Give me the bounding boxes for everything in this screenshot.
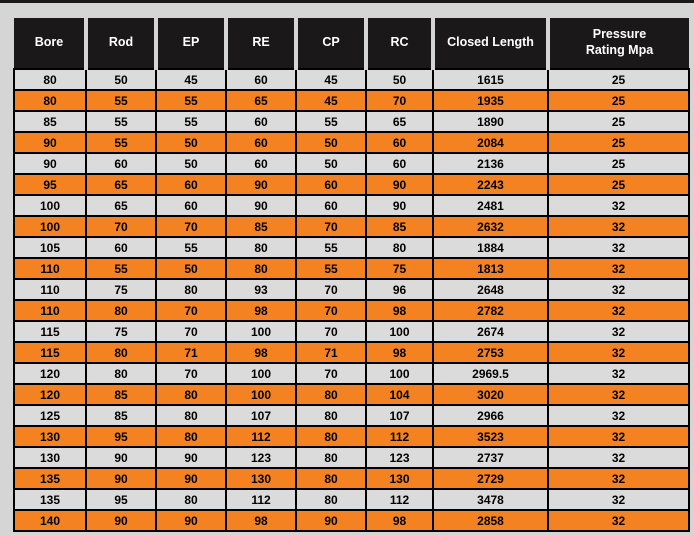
table-cell: 93 bbox=[226, 279, 296, 300]
table-cell: 130 bbox=[14, 426, 86, 447]
column-header-pressure-rating bbox=[548, 18, 689, 69]
table-cell: 100 bbox=[14, 216, 86, 237]
table-cell: 32 bbox=[548, 300, 689, 321]
table-row bbox=[14, 111, 689, 132]
table-cell: 70 bbox=[156, 300, 226, 321]
table-cell: 80 bbox=[296, 384, 366, 405]
table-cell: 80 bbox=[296, 489, 366, 510]
table-cell: 70 bbox=[296, 279, 366, 300]
table-cell: 80 bbox=[296, 447, 366, 468]
table-cell: 100 bbox=[226, 384, 296, 405]
table-cell: 90 bbox=[86, 447, 156, 468]
table-cell: 50 bbox=[86, 69, 156, 90]
table-cell: 80 bbox=[14, 69, 86, 90]
table-cell: 85 bbox=[86, 405, 156, 426]
table-cell: 32 bbox=[548, 195, 689, 216]
table-cell: 110 bbox=[14, 279, 86, 300]
table-cell: 55 bbox=[296, 258, 366, 279]
table-cell: 1890 bbox=[433, 111, 548, 132]
table-cell: 32 bbox=[548, 363, 689, 384]
table-cell: 105 bbox=[14, 237, 86, 258]
table-cell: 80 bbox=[14, 90, 86, 111]
column-header-re bbox=[226, 18, 296, 69]
table-cell: 80 bbox=[156, 426, 226, 447]
table-cell: 135 bbox=[14, 489, 86, 510]
table-cell: 32 bbox=[548, 405, 689, 426]
table-cell: 90 bbox=[366, 174, 433, 195]
table-cell: 50 bbox=[156, 258, 226, 279]
table-cell: 95 bbox=[14, 174, 86, 195]
table-cell: 110 bbox=[14, 300, 86, 321]
table-cell: 65 bbox=[226, 90, 296, 111]
table-cell: 32 bbox=[548, 426, 689, 447]
column-header-label: RE bbox=[252, 35, 270, 50]
table-cell: 123 bbox=[366, 447, 433, 468]
table-cell: 60 bbox=[366, 153, 433, 174]
table-cell: 98 bbox=[226, 300, 296, 321]
table-cell: 123 bbox=[226, 447, 296, 468]
table-cell: 60 bbox=[296, 195, 366, 216]
table-cell: 60 bbox=[86, 153, 156, 174]
column-header-label: Pressure Rating Mpa bbox=[585, 27, 654, 57]
table-row bbox=[14, 510, 689, 531]
table-cell: 55 bbox=[156, 111, 226, 132]
table-cell: 65 bbox=[86, 195, 156, 216]
table-cell: 90 bbox=[156, 468, 226, 489]
table-cell: 55 bbox=[156, 90, 226, 111]
table-cell: 70 bbox=[296, 300, 366, 321]
table-cell: 80 bbox=[296, 405, 366, 426]
table-cell: 32 bbox=[548, 468, 689, 489]
table-cell: 90 bbox=[86, 468, 156, 489]
table-cell: 90 bbox=[86, 510, 156, 531]
table-cell: 100 bbox=[226, 363, 296, 384]
table-cell: 120 bbox=[14, 384, 86, 405]
table-row bbox=[14, 363, 689, 384]
table-cell: 32 bbox=[548, 237, 689, 258]
table-row bbox=[14, 342, 689, 363]
table-cell: 55 bbox=[86, 90, 156, 111]
table-cell: 104 bbox=[366, 384, 433, 405]
table-cell: 25 bbox=[548, 153, 689, 174]
column-header-cp bbox=[296, 18, 366, 69]
table-cell: 90 bbox=[156, 447, 226, 468]
table-cell: 90 bbox=[226, 174, 296, 195]
table-row bbox=[14, 279, 689, 300]
table-cell: 60 bbox=[226, 153, 296, 174]
table-cell: 65 bbox=[86, 174, 156, 195]
table-cell: 75 bbox=[86, 321, 156, 342]
table-cell: 2136 bbox=[433, 153, 548, 174]
table-cell: 65 bbox=[366, 111, 433, 132]
table-cell: 70 bbox=[296, 363, 366, 384]
table-cell: 2966 bbox=[433, 405, 548, 426]
table-cell: 100 bbox=[366, 363, 433, 384]
table-cell: 70 bbox=[156, 321, 226, 342]
column-header-ep bbox=[156, 18, 226, 69]
table-cell: 2243 bbox=[433, 174, 548, 195]
table-cell: 90 bbox=[296, 510, 366, 531]
table-cell: 25 bbox=[548, 132, 689, 153]
table-row bbox=[14, 132, 689, 153]
table-cell: 98 bbox=[226, 342, 296, 363]
table-cell: 80 bbox=[86, 300, 156, 321]
table-row bbox=[14, 258, 689, 279]
table-cell: 60 bbox=[156, 195, 226, 216]
table-cell: 100 bbox=[14, 195, 86, 216]
table-cell: 32 bbox=[548, 384, 689, 405]
table-cell: 80 bbox=[156, 384, 226, 405]
table-cell: 2481 bbox=[433, 195, 548, 216]
table-cell: 60 bbox=[226, 69, 296, 90]
table-cell: 2969.5 bbox=[433, 363, 548, 384]
table-cell: 135 bbox=[14, 468, 86, 489]
table-cell: 75 bbox=[86, 279, 156, 300]
table-cell: 50 bbox=[296, 153, 366, 174]
table-row bbox=[14, 174, 689, 195]
table-cell: 60 bbox=[296, 174, 366, 195]
table-cell: 80 bbox=[226, 237, 296, 258]
table-cell: 55 bbox=[86, 132, 156, 153]
table-cell: 80 bbox=[366, 237, 433, 258]
table-cell: 112 bbox=[366, 489, 433, 510]
table-cell: 32 bbox=[548, 321, 689, 342]
table-cell: 2858 bbox=[433, 510, 548, 531]
table-cell: 85 bbox=[86, 384, 156, 405]
table-cell: 60 bbox=[226, 111, 296, 132]
table-cell: 32 bbox=[548, 342, 689, 363]
table-row bbox=[14, 195, 689, 216]
header-row bbox=[14, 18, 689, 69]
top-border-bar bbox=[0, 0, 694, 3]
column-header-label: Rod bbox=[108, 35, 134, 50]
table-cell: 2729 bbox=[433, 468, 548, 489]
table-row bbox=[14, 153, 689, 174]
table-cell: 32 bbox=[548, 489, 689, 510]
table-cell: 1813 bbox=[433, 258, 548, 279]
table-cell: 2084 bbox=[433, 132, 548, 153]
table-row bbox=[14, 489, 689, 510]
table-cell: 25 bbox=[548, 111, 689, 132]
table-cell: 1884 bbox=[433, 237, 548, 258]
table-cell: 2674 bbox=[433, 321, 548, 342]
column-header-label: Closed Length bbox=[447, 35, 534, 50]
table-cell: 115 bbox=[14, 321, 86, 342]
table-cell: 55 bbox=[86, 111, 156, 132]
column-header-closed-length bbox=[433, 18, 548, 69]
table-cell: 110 bbox=[14, 258, 86, 279]
table-cell: 70 bbox=[156, 363, 226, 384]
table-row bbox=[14, 447, 689, 468]
table-cell: 2753 bbox=[433, 342, 548, 363]
table-row bbox=[14, 426, 689, 447]
table-cell: 115 bbox=[14, 342, 86, 363]
table-row bbox=[14, 90, 689, 111]
table-cell: 25 bbox=[548, 69, 689, 90]
table-cell: 50 bbox=[156, 132, 226, 153]
table-cell: 96 bbox=[366, 279, 433, 300]
table-cell: 80 bbox=[86, 342, 156, 363]
table-header bbox=[14, 18, 689, 69]
table-cell: 80 bbox=[156, 279, 226, 300]
column-header-label: CP bbox=[322, 35, 340, 50]
table-cell: 90 bbox=[226, 195, 296, 216]
table-cell: 98 bbox=[366, 300, 433, 321]
table-cell: 60 bbox=[86, 237, 156, 258]
table-cell: 71 bbox=[296, 342, 366, 363]
table-cell: 95 bbox=[86, 489, 156, 510]
table-cell: 107 bbox=[226, 405, 296, 426]
table-cell: 2648 bbox=[433, 279, 548, 300]
table-cell: 1935 bbox=[433, 90, 548, 111]
column-header-rod bbox=[86, 18, 156, 69]
table-cell: 55 bbox=[296, 237, 366, 258]
table-cell: 32 bbox=[548, 510, 689, 531]
table-row bbox=[14, 69, 689, 90]
table-cell: 130 bbox=[366, 468, 433, 489]
table-cell: 140 bbox=[14, 510, 86, 531]
table-cell: 80 bbox=[296, 426, 366, 447]
table-cell: 95 bbox=[86, 426, 156, 447]
column-header-label: EP bbox=[182, 35, 200, 50]
table-cell: 112 bbox=[226, 489, 296, 510]
table-cell: 75 bbox=[366, 258, 433, 279]
table-cell: 90 bbox=[156, 510, 226, 531]
table-cell: 130 bbox=[226, 468, 296, 489]
table-cell: 107 bbox=[366, 405, 433, 426]
table-cell: 32 bbox=[548, 279, 689, 300]
table-cell: 60 bbox=[156, 174, 226, 195]
column-header-rc bbox=[366, 18, 433, 69]
table-cell: 45 bbox=[296, 90, 366, 111]
table-cell: 25 bbox=[548, 174, 689, 195]
table-cell: 98 bbox=[366, 342, 433, 363]
table-cell: 98 bbox=[366, 510, 433, 531]
table-cell: 120 bbox=[14, 363, 86, 384]
table-cell: 70 bbox=[296, 321, 366, 342]
cylinder-spec-table bbox=[13, 18, 690, 532]
table-cell: 112 bbox=[226, 426, 296, 447]
table-cell: 70 bbox=[366, 90, 433, 111]
table-cell: 1615 bbox=[433, 69, 548, 90]
table-row bbox=[14, 405, 689, 426]
table-cell: 60 bbox=[366, 132, 433, 153]
table-cell: 3020 bbox=[433, 384, 548, 405]
table-cell: 70 bbox=[156, 216, 226, 237]
table-cell: 45 bbox=[296, 69, 366, 90]
table-cell: 2782 bbox=[433, 300, 548, 321]
table-cell: 98 bbox=[226, 510, 296, 531]
table-cell: 130 bbox=[14, 447, 86, 468]
table-cell: 25 bbox=[548, 90, 689, 111]
table-cell: 71 bbox=[156, 342, 226, 363]
table-cell: 80 bbox=[156, 405, 226, 426]
table-cell: 90 bbox=[366, 195, 433, 216]
table-cell: 55 bbox=[156, 237, 226, 258]
table-cell: 32 bbox=[548, 216, 689, 237]
table-cell: 90 bbox=[14, 132, 86, 153]
table-cell: 80 bbox=[156, 489, 226, 510]
table-cell: 3523 bbox=[433, 426, 548, 447]
table-cell: 60 bbox=[226, 132, 296, 153]
table-cell: 112 bbox=[366, 426, 433, 447]
table-cell: 3478 bbox=[433, 489, 548, 510]
table-cell: 85 bbox=[366, 216, 433, 237]
table-cell: 50 bbox=[296, 132, 366, 153]
table-cell: 70 bbox=[296, 216, 366, 237]
table-row bbox=[14, 300, 689, 321]
table-cell: 85 bbox=[14, 111, 86, 132]
table-cell: 100 bbox=[226, 321, 296, 342]
column-header-label: RC bbox=[390, 35, 409, 50]
table-cell: 50 bbox=[366, 69, 433, 90]
column-header-label: Bore bbox=[34, 35, 64, 50]
table-cell: 55 bbox=[296, 111, 366, 132]
table-cell: 85 bbox=[226, 216, 296, 237]
table-cell: 55 bbox=[86, 258, 156, 279]
table-cell: 2737 bbox=[433, 447, 548, 468]
table-row bbox=[14, 237, 689, 258]
table-cell: 90 bbox=[14, 153, 86, 174]
table-row bbox=[14, 384, 689, 405]
table-row bbox=[14, 321, 689, 342]
table-cell: 70 bbox=[86, 216, 156, 237]
table-cell: 125 bbox=[14, 405, 86, 426]
table-cell: 80 bbox=[296, 468, 366, 489]
table-cell: 45 bbox=[156, 69, 226, 90]
table-cell: 32 bbox=[548, 447, 689, 468]
table-cell: 80 bbox=[86, 363, 156, 384]
table-row bbox=[14, 216, 689, 237]
column-header-bore bbox=[14, 18, 86, 69]
table-body bbox=[14, 69, 689, 531]
table-cell: 32 bbox=[548, 258, 689, 279]
table-cell: 80 bbox=[226, 258, 296, 279]
table-row bbox=[14, 468, 689, 489]
table-cell: 50 bbox=[156, 153, 226, 174]
table-cell: 2632 bbox=[433, 216, 548, 237]
table-cell: 100 bbox=[366, 321, 433, 342]
